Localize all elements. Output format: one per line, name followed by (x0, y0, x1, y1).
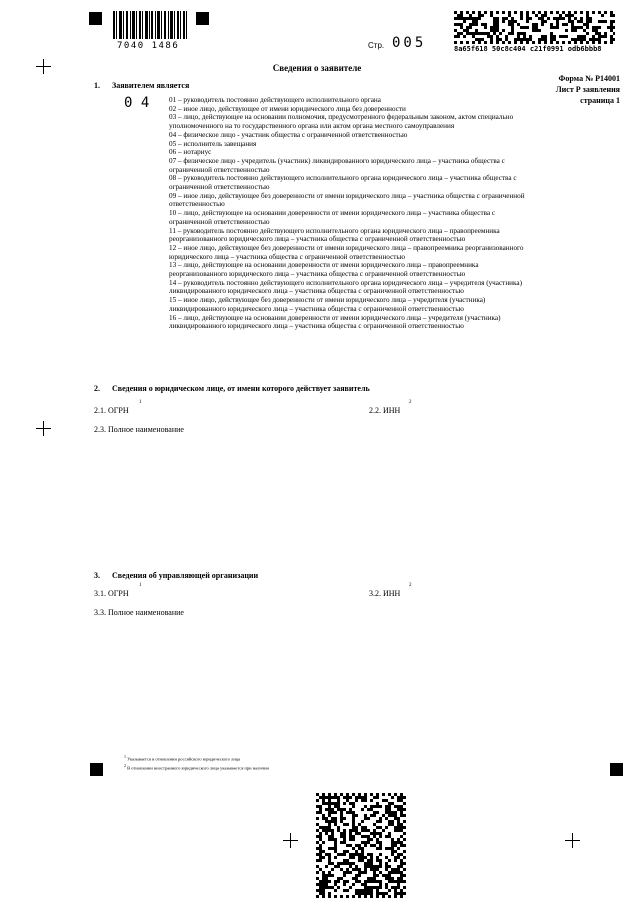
applicant-option-line: реорганизованного юридического лица – участника общества с ограниченной ответственностью (169, 235, 466, 244)
crosshair-mark-bottom-center (283, 833, 298, 848)
applicant-option-line: 15 – иное лицо, действующее без доверенности от имени юридического лица – учредителя (участника) (169, 296, 486, 305)
inn-label-2: 2.2. ИНН (369, 406, 401, 415)
applicant-option-line: 13 – лицо, действующее на основании доверенности от имени юридического лица – правопреемника (169, 261, 479, 270)
applicant-option-line: ограниченной ответственностью (169, 165, 270, 174)
applicant-option-line: ограниченной ответственностью (169, 183, 270, 192)
full-name-field-3[interactable] (94, 621, 614, 741)
registration-mark-top-left (89, 12, 102, 25)
applicant-option-line: реорганизованного юридического лица – участника общества с ограниченной ответственностью (169, 270, 466, 279)
applicant-option-line: юридического лица – участника общества с ограниченной ответственностью (169, 252, 406, 261)
inn-field-2[interactable] (414, 402, 614, 414)
form-page: страница 1 (580, 96, 620, 105)
ogrn-footnote-mark-2: 1 (139, 400, 142, 405)
applicant-option-line: 14 – руководитель постоянно действующего исполнительного органа юридического лица – учредителя (участника) (169, 278, 522, 287)
linear-barcode (113, 11, 187, 39)
footnote-1-text: Указывается в отношении российского юридического лица (127, 756, 241, 762)
full-name-label-2: 2.3. Полное наименование (94, 425, 184, 434)
full-name-label-3: 3.3. Полное наименование (94, 608, 184, 617)
page-label: Стр. (368, 41, 385, 50)
applicant-option-line: ликвидированного юридического лица – участника общества с ограниченной ответственностью (169, 304, 464, 313)
applicant-option-line: 05 – исполнитель завещания (169, 139, 257, 148)
page-title: Сведения о заявителе (272, 63, 362, 73)
2d-barcode-bottom (316, 793, 406, 898)
applicant-option-line: уполномоченного на то государственного органа или актом органа местного самоуправления (169, 122, 455, 131)
hash-code: 8a65f618 50c8c404 c21f0991 odb6bbb8 (454, 45, 602, 53)
inn-footnote-mark-2: 2 (409, 400, 412, 405)
footnote-2 (124, 763, 269, 772)
inn-footnote-mark-3: 2 (409, 583, 412, 588)
applicant-option-line: 08 – руководитель постоянно действующего исполнительного органа юридического лица – участника общества с (169, 174, 517, 183)
crosshair-mark-bottom-right (565, 833, 580, 848)
footnote-2-mark: 2 (124, 762, 126, 768)
applicant-option-line: ответственностью (169, 200, 225, 209)
section3-number: 3. (94, 571, 100, 580)
applicant-option-line: 03 – лицо, действующее на основании полномочия, предусмотренного федеральным законом, актом специально (169, 113, 514, 122)
registration-mark-bottom-left (90, 763, 103, 776)
applicant-option-line: ликвидированного юридического лица – участника общества с ограниченной ответственностью (169, 322, 464, 331)
registration-mark-bottom-right (610, 763, 623, 776)
crosshair-mark-middle-left (36, 421, 51, 436)
applicant-option-line: 04 – физическое лицо - участник общества с ограниченной ответственностью (169, 130, 408, 139)
form-sheet: Лист Р заявления (555, 85, 620, 94)
form-name: Форма № Р14001 (558, 74, 620, 83)
footnotes (124, 754, 269, 771)
applicant-option-line: ликвидированного юридического лица – участника общества с ограниченной ответственностью (169, 287, 464, 296)
applicant-option-line: 16 – лицо, действующее на основании доверенности от имени юридического лица – учредителя (участника) (169, 313, 501, 322)
applicant-option-line: 01 – руководитель постоянно действующего исполнительного органа (169, 96, 381, 104)
footnote-1 (124, 754, 269, 763)
applicant-option-line: ограниченной ответственностью (169, 217, 270, 226)
ogrn-footnote-mark-3: 1 (139, 583, 142, 588)
applicant-option-line: 12 – иное лицо, действующее без доверенности от имени юридического лица – правопреемника реорганизованного (169, 243, 524, 252)
ogrn-field-2[interactable] (145, 402, 345, 414)
applicant-option-line: 11 – руководитель постоянно действующего исполнительного органа юридического лица – правопреемника (169, 226, 500, 235)
page-number: 005 (392, 35, 427, 51)
ogrn-field-3[interactable] (145, 585, 345, 597)
ogrn-label-3: 3.1. ОГРН (94, 589, 129, 598)
footnote-2-text: В отношении иностранного юридического лица указывается при наличии (127, 765, 269, 770)
applicant-option-line: 02 – иное лицо, действующее от имени юридического лица без доверенности (169, 104, 406, 113)
full-name-field-2[interactable] (94, 438, 614, 558)
applicant-code-value[interactable]: 0 4 (124, 95, 150, 111)
applicant-option-line: 07 – физическое лицо - учредитель (участник) ликвидированного юридического лица – участника общества с (169, 156, 505, 165)
ogrn-label-2: 2.1. ОГРН (94, 406, 129, 415)
registration-mark-top-center (196, 12, 209, 25)
section3-title: Сведения об управляющей организации (112, 571, 259, 580)
inn-label-3: 3.2. ИНН (369, 589, 401, 598)
2d-barcode-top (454, 11, 615, 44)
footnote-1-mark: 1 (124, 754, 126, 759)
applicant-options-list (169, 96, 619, 331)
section2-number: 2. (94, 384, 100, 393)
section1-title: Заявителем является (112, 81, 190, 90)
barcode-number: 7040 1486 (117, 41, 180, 51)
applicant-option-line: 10 – лицо, действующее на основании доверенности от имени юридического лица – участника общества с (169, 209, 496, 218)
section1-number: 1. (94, 81, 100, 90)
applicant-option-line: 06 – нотариус (169, 148, 212, 157)
section2-title: Сведения о юридическом лице, от имени которого действует заявитель (112, 384, 370, 393)
applicant-option-line: 09 – иное лицо, действующее без доверенности от имени юридического лица – участника общества с ограниченной (169, 191, 525, 200)
inn-field-3[interactable] (414, 585, 614, 597)
